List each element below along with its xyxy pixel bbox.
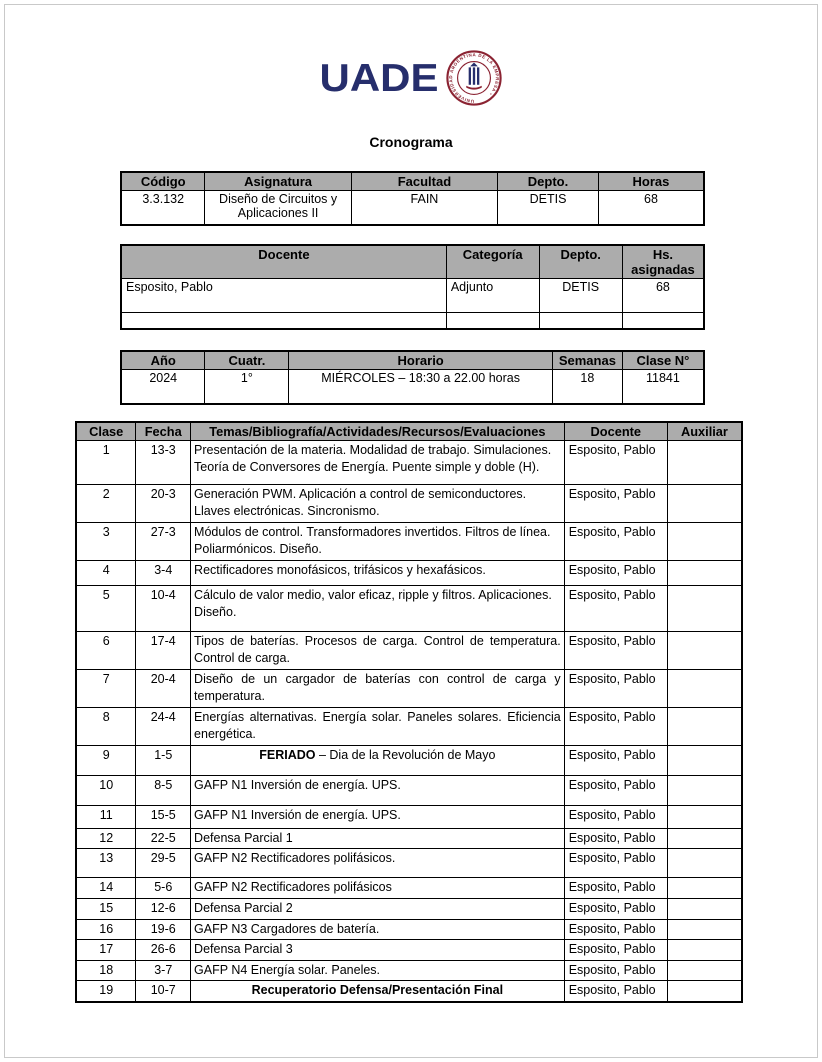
schedule-cell-fecha: 10-4: [136, 585, 191, 631]
course-codigo: 3.3.132: [121, 191, 205, 225]
header-ano: Año: [121, 351, 205, 370]
schedule-cell-docente: Esposito, Pablo: [564, 707, 667, 745]
schedule-cell-fecha: 15-5: [136, 805, 191, 828]
header-clase-n: Clase N°: [622, 351, 704, 370]
schedule-cell-fecha: 3-4: [136, 560, 191, 585]
table-row: [76, 899, 742, 920]
schedule-cell-auxiliar: [667, 981, 742, 1002]
header-docente: Docente: [564, 422, 667, 441]
schedule-cell-auxiliar: [667, 484, 742, 522]
header-codigo: Código: [121, 172, 205, 191]
schedule-cell-auxiliar: [667, 775, 742, 805]
schedule-cell-auxiliar: [667, 899, 742, 920]
table-header-row: [121, 351, 704, 370]
table-row: [76, 585, 742, 631]
schedule-cell-tema: Módulos de control. Transformadores invertidos. Filtros de línea. Poliarmónicos. Diseño.: [191, 522, 565, 560]
uade-logo: [0, 48, 822, 108]
schedule-cell-clase: 13: [76, 849, 136, 878]
table-row: [76, 828, 742, 849]
schedule-cell-clase: 3: [76, 522, 136, 560]
schedule-body: [76, 440, 742, 1002]
empty-cell: [539, 312, 622, 329]
schedule-cell-auxiliar: [667, 522, 742, 560]
schedule-cell-tema: GAFP N4 Energía solar. Paneles.: [191, 960, 565, 981]
schedule-cell-auxiliar: [667, 440, 742, 484]
schedule-cell-docente: Esposito, Pablo: [564, 669, 667, 707]
schedule-cell-auxiliar: [667, 919, 742, 940]
schedule-cell-clase: 18: [76, 960, 136, 981]
schedule-cell-auxiliar: [667, 828, 742, 849]
schedule-cell-docente: Esposito, Pablo: [564, 775, 667, 805]
term-clase-n: 11841: [622, 370, 704, 404]
term-table: [120, 350, 705, 405]
schedule-cell-clase: 7: [76, 669, 136, 707]
schedule-cell-auxiliar: [667, 669, 742, 707]
schedule-cell-tema: Defensa Parcial 2: [191, 899, 565, 920]
schedule-cell-auxiliar: [667, 878, 742, 899]
schedule-cell-tema: Defensa Parcial 3: [191, 940, 565, 961]
schedule-cell-auxiliar: [667, 707, 742, 745]
header-auxiliar: Auxiliar: [667, 422, 742, 441]
term-horario: MIÉRCOLES – 18:30 a 22.00 horas: [289, 370, 553, 404]
schedule-cell-auxiliar: [667, 960, 742, 981]
schedule-cell-docente: Esposito, Pablo: [564, 440, 667, 484]
schedule-cell-docente: Esposito, Pablo: [564, 585, 667, 631]
table-header-row: [121, 172, 704, 191]
schedule-cell-clase: 19: [76, 981, 136, 1002]
schedule-cell-docente: Esposito, Pablo: [564, 960, 667, 981]
table-row: [76, 849, 742, 878]
table-row: [76, 878, 742, 899]
table-row: [76, 940, 742, 961]
schedule-cell-auxiliar: [667, 940, 742, 961]
schedule-cell-clase: 11: [76, 805, 136, 828]
schedule-cell-fecha: 12-6: [136, 899, 191, 920]
empty-cell: [622, 312, 704, 329]
header-facultad: Facultad: [351, 172, 497, 191]
table-row: [76, 745, 742, 775]
schedule-cell-tema: Cálculo de valor medio, valor eficaz, ripple y filtros. Aplicaciones. Diseño.: [191, 585, 565, 631]
schedule-cell-tema: Tipos de baterías. Procesos de carga. Control de temperatura. Control de carga.: [191, 631, 565, 669]
schedule-cell-fecha: 5-6: [136, 878, 191, 899]
schedule-cell-tema: GAFP N2 Rectificadores polifásicos: [191, 878, 565, 899]
schedule-cell-docente: Esposito, Pablo: [564, 878, 667, 899]
schedule-cell-docente: Esposito, Pablo: [564, 940, 667, 961]
teacher-categoria: Adjunto: [446, 278, 539, 312]
table-row: [76, 484, 742, 522]
schedule-cell-clase: 14: [76, 878, 136, 899]
header-hs-asignadas: Hs. asignadas: [622, 245, 704, 279]
term-semanas: 18: [552, 370, 622, 404]
schedule-cell-clase: 12: [76, 828, 136, 849]
course-depto: DETIS: [498, 191, 599, 225]
schedule-cell-docente: Esposito, Pablo: [564, 560, 667, 585]
schedule-cell-auxiliar: [667, 849, 742, 878]
schedule-cell-tema: Energías alternativas. Energía solar. Paneles solares. Eficiencia energética.: [191, 707, 565, 745]
teacher-table: [120, 244, 705, 331]
header-docente: Docente: [121, 245, 446, 279]
table-row: [76, 631, 742, 669]
table-header-row: [121, 245, 704, 279]
schedule-cell-fecha: 27-3: [136, 522, 191, 560]
schedule-cell-clase: 6: [76, 631, 136, 669]
schedule-cell-auxiliar: [667, 585, 742, 631]
course-asignatura: Diseño de Circuitos y Aplicaciones II: [205, 191, 351, 225]
schedule-cell-docente: Esposito, Pablo: [564, 981, 667, 1002]
seal-text: UNIVERSIDAD ARGENTINA DE LA EMPRESA •: [447, 52, 500, 104]
header-clase: Clase: [76, 422, 136, 441]
schedule-cell-tema: GAFP N3 Cargadores de batería.: [191, 919, 565, 940]
header-horas: Horas: [598, 172, 704, 191]
table-header-row: [76, 422, 742, 441]
schedule-cell-auxiliar: [667, 745, 742, 775]
course-horas: 68: [598, 191, 704, 225]
schedule-cell-fecha: 22-5: [136, 828, 191, 849]
schedule-cell-clase: 10: [76, 775, 136, 805]
header-depto: Depto.: [539, 245, 622, 279]
header-fecha: Fecha: [136, 422, 191, 441]
table-row: [76, 522, 742, 560]
schedule-cell-docente: Esposito, Pablo: [564, 745, 667, 775]
schedule-cell-clase: 9: [76, 745, 136, 775]
table-row: [76, 440, 742, 484]
schedule-cell-clase: 16: [76, 919, 136, 940]
table-row: [76, 775, 742, 805]
schedule-cell-docente: Esposito, Pablo: [564, 631, 667, 669]
empty-cell: [121, 312, 446, 329]
table-row: [121, 370, 704, 404]
header-asignatura: Asignatura: [205, 172, 351, 191]
schedule-cell-docente: Esposito, Pablo: [564, 522, 667, 560]
table-row: [76, 669, 742, 707]
schedule-cell-fecha: 19-6: [136, 919, 191, 940]
teacher-hs: 68: [622, 278, 704, 312]
header-horario: Horario: [289, 351, 553, 370]
uade-wordmark: UADE: [319, 55, 439, 100]
schedule-cell-clase: 17: [76, 940, 136, 961]
schedule-cell-tema: Presentación de la materia. Modalidad de trabajo. Simulaciones. Teoría de Conversores de Energía. Puente simple y doble (H).: [191, 440, 565, 484]
header-categoria: Categoría: [446, 245, 539, 279]
schedule-cell-fecha: 20-3: [136, 484, 191, 522]
schedule-cell-clase: 1: [76, 440, 136, 484]
course-facultad: FAIN: [351, 191, 497, 225]
seal-tower-emblem: [466, 63, 481, 90]
schedule-cell-docente: Esposito, Pablo: [564, 899, 667, 920]
table-row: [76, 919, 742, 940]
header-semanas: Semanas: [552, 351, 622, 370]
schedule-cell-docente: Esposito, Pablo: [564, 828, 667, 849]
table-row: [76, 981, 742, 1002]
schedule-cell-fecha: 26-6: [136, 940, 191, 961]
schedule-cell-fecha: 1-5: [136, 745, 191, 775]
schedule-cell-docente: Esposito, Pablo: [564, 849, 667, 878]
schedule-cell-tema: Recuperatorio Defensa/Presentación Final: [191, 981, 565, 1002]
table-row: [76, 960, 742, 981]
schedule-cell-fecha: 17-4: [136, 631, 191, 669]
schedule-cell-auxiliar: [667, 560, 742, 585]
table-row-empty: [121, 312, 704, 329]
schedule-cell-fecha: 3-7: [136, 960, 191, 981]
schedule-cell-clase: 15: [76, 899, 136, 920]
schedule-cell-fecha: 29-5: [136, 849, 191, 878]
schedule-cell-auxiliar: [667, 805, 742, 828]
schedule-cell-tema: GAFP N2 Rectificadores polifásicos.: [191, 849, 565, 878]
schedule-cell-tema: GAFP N1 Inversión de energía. UPS.: [191, 805, 565, 828]
schedule-cell-docente: Esposito, Pablo: [564, 484, 667, 522]
schedule-cell-fecha: 20-4: [136, 669, 191, 707]
teacher-depto: DETIS: [539, 278, 622, 312]
table-row: [121, 278, 704, 312]
page-title: Cronograma: [369, 134, 453, 150]
table-row: [76, 707, 742, 745]
header-cuatr: Cuatr.: [205, 351, 289, 370]
schedule-cell-clase: 5: [76, 585, 136, 631]
schedule-cell-clase: 8: [76, 707, 136, 745]
schedule-cell-clase: 4: [76, 560, 136, 585]
schedule-cell-tema: Generación PWM. Aplicación a control de semiconductores. Llaves electrónicas. Sincronismo.: [191, 484, 565, 522]
schedule-cell-fecha: 10-7: [136, 981, 191, 1002]
table-row: [121, 191, 704, 225]
schedule-cell-tema: Diseño de un cargador de baterías con control de carga y temperatura.: [191, 669, 565, 707]
schedule-cell-tema: FERIADO – Dia de la Revolución de Mayo: [191, 745, 565, 775]
schedule-cell-tema: Defensa Parcial 1: [191, 828, 565, 849]
schedule-cell-fecha: 13-3: [136, 440, 191, 484]
schedule-cell-docente: Esposito, Pablo: [564, 919, 667, 940]
schedule-cell-clase: 2: [76, 484, 136, 522]
schedule-cell-fecha: 8-5: [136, 775, 191, 805]
term-cuatr: 1°: [205, 370, 289, 404]
schedule-table: [75, 421, 743, 1003]
empty-cell: [446, 312, 539, 329]
teacher-name: Esposito, Pablo: [121, 278, 446, 312]
course-table: [120, 171, 705, 226]
schedule-cell-docente: Esposito, Pablo: [564, 805, 667, 828]
schedule-cell-auxiliar: [667, 631, 742, 669]
term-ano: 2024: [121, 370, 205, 404]
header-depto: Depto.: [498, 172, 599, 191]
uade-seal-icon: [445, 49, 503, 107]
schedule-cell-tema: GAFP N1 Inversión de energía. UPS.: [191, 775, 565, 805]
table-row: [76, 560, 742, 585]
table-row: [76, 805, 742, 828]
header-temas: Temas/Bibliografía/Actividades/Recursos/Evaluaciones: [191, 422, 565, 441]
schedule-cell-tema: Rectificadores monofásicos, trifásicos y hexafásicos.: [191, 560, 565, 585]
schedule-cell-fecha: 24-4: [136, 707, 191, 745]
